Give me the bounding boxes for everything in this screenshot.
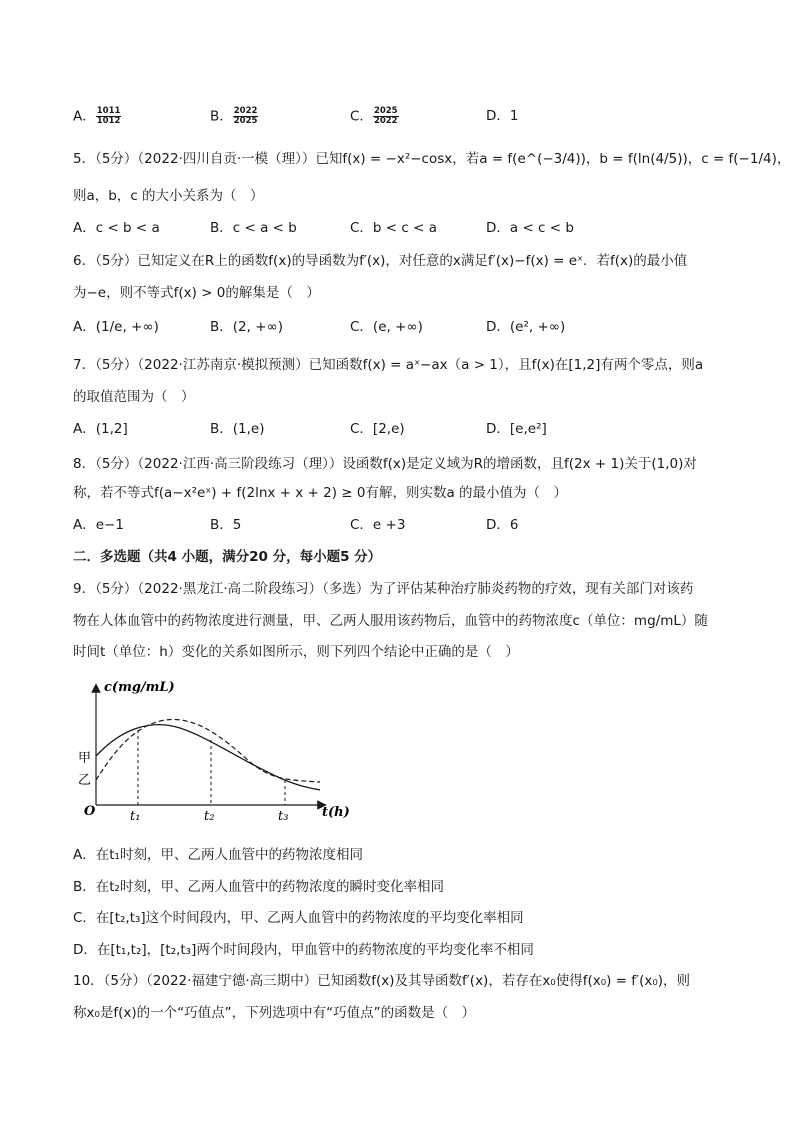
q7-option-d[interactable]: D．[e,e²] (486, 421, 547, 437)
x-axis-label: t(h) (322, 805, 350, 820)
q8-option-b[interactable]: B．5 (210, 517, 242, 533)
q4-option-d[interactable]: D．1 (486, 108, 519, 124)
t1-label: t₁ (130, 809, 141, 824)
q10-stem-line1: 10．（5分）（2022·福建宁德·高三期中）已知函数f(x)及其导函数f′(x)，若存在x₀使得f(x₀) = f′(x₀)，则 (73, 973, 691, 989)
concentration-figure (70, 670, 360, 830)
q6-option-c[interactable]: C．(e, +∞) (350, 319, 423, 335)
q5-stem-line1: 5．（5分）（2022·四川自贡·一模（理））已知f(x) = −x²−cosx，若a = f(e^(−3/4))，b = f(ln(4/5))，c = f(−1/4)， (73, 151, 791, 167)
q9-option-c[interactable]: C．在[t₂,t₃]这个时间段内，甲、乙两人血管中的药物浓度的平均变化率相同 (73, 910, 524, 926)
q4-option-b[interactable]: B． $\frac{2022}{2025}$ (210, 106, 258, 126)
q8-option-c[interactable]: C．e +3 (350, 517, 406, 533)
q7-option-a[interactable]: A．(1,2] (73, 421, 128, 437)
q7-stem-line1: 7．（5分）（2022·江苏南京·模拟预测）已知函数f(x) = aˣ−ax（a > 1），且f(x)在[1,2]有两个零点，则a (73, 357, 704, 373)
q5-option-d[interactable]: D．a < c < b (486, 220, 574, 236)
fraction: $\frac{1011}{1012}$ (96, 106, 121, 126)
q8-option-d[interactable]: D．6 (486, 517, 519, 533)
q6-options (73, 318, 733, 336)
q5-option-b[interactable]: B．c < a < b (210, 220, 297, 236)
t3-label: t₃ (278, 809, 289, 824)
q7-option-c[interactable]: C．[2,e) (350, 421, 405, 437)
q4-option-c[interactable]: C． $\frac{2025}{2022}$ (350, 106, 398, 126)
q9-option-a[interactable]: A．在t₁时刻，甲、乙两人血管中的药物浓度相同 (73, 847, 363, 863)
fraction: $\frac{2022}{2025}$ (233, 106, 258, 126)
q5-options (73, 219, 733, 237)
q4-option-a[interactable]: A． $\frac{1011}{1012}$ (73, 106, 121, 126)
section-heading: 二．多选题（共4 小题，满分20 分，每小题5 分） (73, 549, 382, 565)
q5-option-a[interactable]: A．c < b < a (73, 220, 160, 236)
q7-options (73, 420, 733, 438)
q7-stem-line2: 的取值范围为（ ） (73, 389, 195, 405)
q9-stem-line2: 物在人体血管中的药物浓度进行测量，甲、乙两人服用该药物后，血管中的药物浓度c（单位：mg/mL）随 (73, 613, 708, 629)
q6-option-b[interactable]: B．(2, +∞) (210, 319, 284, 335)
origin-label: O (84, 804, 96, 819)
fraction: $\frac{2025}{2022}$ (373, 106, 398, 126)
q7-option-b[interactable]: B．(1,e) (210, 421, 265, 437)
q6-stem-line1: 6．（5分）已知定义在R上的函数f(x)的导函数为f′(x)，对任意的x满足f′(x)−f(x) = eˣ．若f(x)的最小值 (73, 253, 688, 269)
q9-option-d[interactable]: D．在[t₁,t₂]，[t₂,t₃]两个时间段内，甲血管中的药物浓度的平均变化率不相同 (73, 942, 534, 958)
q6-stem-line2: 为−e，则不等式f(x) > 0的解集是（ ） (73, 285, 320, 301)
q9-option-b[interactable]: B．在t₂时刻，甲、乙两人血管中的药物浓度的瞬时变化率相同 (73, 879, 444, 895)
q9-stem-line3: 时间t（单位：h）变化的关系如图所示，则下列四个结论中正确的是（ ） (73, 644, 519, 660)
q5-option-c[interactable]: C．b < c < a (350, 220, 437, 236)
q8-stem-line1: 8．（5分）（2022·江西·高三阶段练习（理））设函数f(x)是定义域为R的增函数，且f(2x + 1)关于(1,0)对 (73, 456, 697, 472)
q5-stem-line2: 则a，b，c 的大小关系为（ ） (73, 188, 264, 204)
q9-stem-line1: 9．（5分）（2022·黑龙江·高二阶段练习）（多选）为了评估某种治疗肺炎药物的疗效，现有关部门对该药 (73, 581, 694, 597)
q10-stem-line2: 称x₀是f(x)的一个“巧值点”，下列选项中有“巧值点”的函数是（ ） (73, 1005, 476, 1021)
q8-stem-line2: 称，若不等式f(a−x²eˣ) + f(2lnx + x + 2) ≥ 0有解，则实数a 的最小值为（ ） (73, 485, 568, 501)
t2-label: t₂ (204, 809, 215, 824)
q8-option-a[interactable]: A．e−1 (73, 517, 124, 533)
q6-option-a[interactable]: A．(1/e, +∞) (73, 319, 159, 335)
q8-options (73, 516, 733, 534)
q6-option-d[interactable]: D．(e², +∞) (486, 319, 566, 335)
y-axis-label: c(mg/mL) (104, 680, 175, 695)
q4-options (73, 107, 733, 125)
jia-label: 甲 (78, 751, 92, 766)
curve-jia (96, 725, 320, 790)
yi-label: 乙 (78, 773, 92, 788)
curve-yi (96, 719, 320, 782)
